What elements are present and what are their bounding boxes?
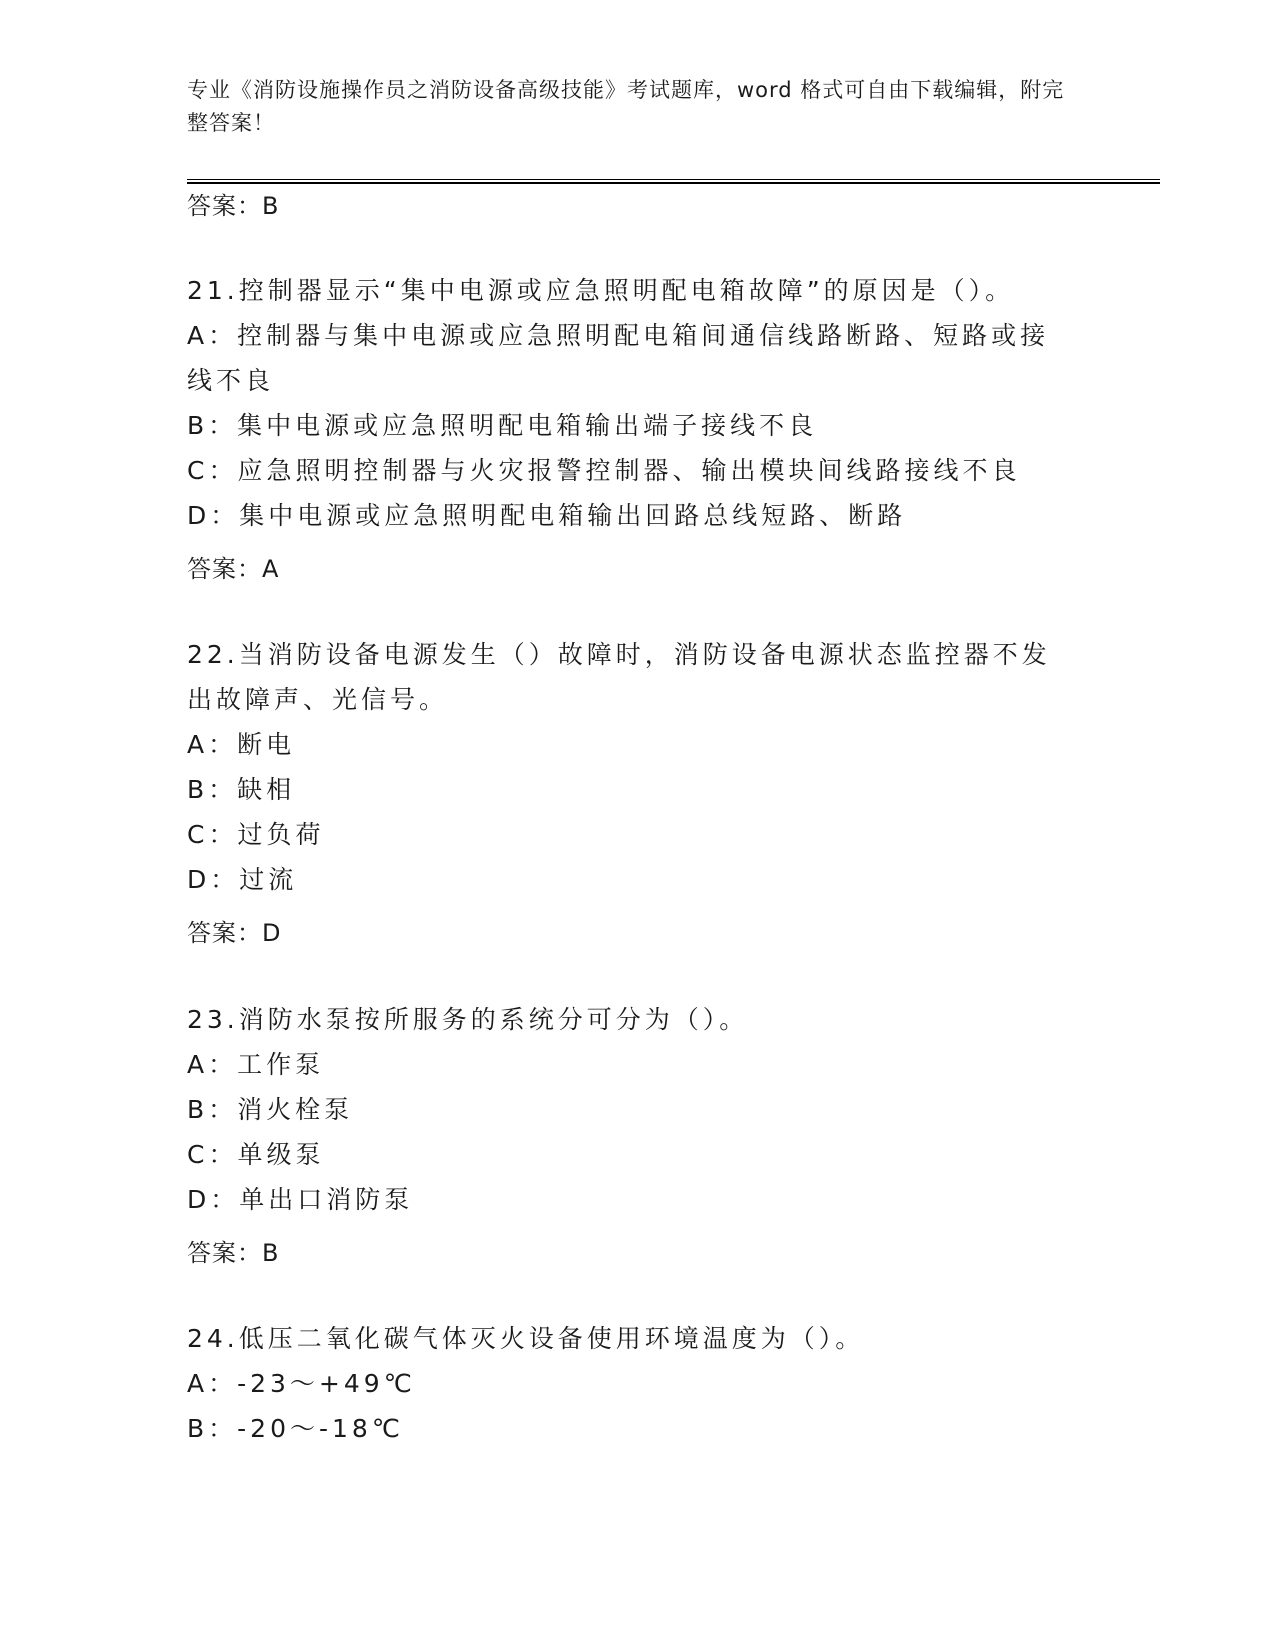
- question-23-option-d: D：单出口消防泵: [187, 1185, 414, 1214]
- question-21-answer: 答案：A: [187, 555, 280, 583]
- document-header: 专业《消防设施操作员之消防设备高级技能》考试题库，word 格式可自由下载编辑，附完整答案！: [187, 78, 1065, 135]
- question-22-title: 22.当消防设备电源发生（）故障时，消防设备电源状态监控器不发出故障声、光信号。: [187, 640, 1051, 714]
- header-divider-thick: [187, 182, 1160, 184]
- question-22-option-a: A：断电: [187, 730, 296, 759]
- question-21-option-c: C：应急照明控制器与火灾报警控制器、输出模块间线路接线不良: [187, 456, 1021, 485]
- question-23-answer: 答案：B: [187, 1239, 280, 1267]
- question-23-option-a: A：工作泵: [187, 1050, 325, 1079]
- question-24-title: 24.低压二氧化碳气体灭火设备使用环境温度为（）。: [187, 1324, 865, 1353]
- question-22-option-b: B：缺相: [187, 775, 296, 804]
- question-22: [187, 632, 1077, 902]
- question-21: [187, 268, 1077, 538]
- question-22-option-c: C：过负荷: [187, 820, 325, 849]
- question-23-option-c: C：单级泵: [187, 1140, 325, 1169]
- header-divider-thin: [187, 179, 1160, 180]
- question-21-title: 21.控制器显示“集中电源或应急照明配电箱故障”的原因是（）。: [187, 276, 1015, 305]
- question-24-option-b: B：-20～-18℃: [187, 1414, 404, 1443]
- question-24-option-a: A：-23～+49℃: [187, 1369, 416, 1398]
- question-21-option-b: B：集中电源或应急照明配电箱输出端子接线不良: [187, 411, 818, 440]
- previous-answer: 答案：B: [187, 192, 280, 220]
- question-23-title: 23.消防水泵按所服务的系统分可分为（）。: [187, 1005, 749, 1034]
- question-23: [187, 997, 1077, 1222]
- question-22-option-d: D：过流: [187, 865, 298, 894]
- question-21-option-a: A：控制器与集中电源或应急照明配电箱间通信线路断路、短路或接线不良: [187, 321, 1050, 395]
- question-24: [187, 1316, 1077, 1451]
- question-22-answer: 答案：D: [187, 919, 282, 947]
- question-23-option-b: B：消火栓泵: [187, 1095, 354, 1124]
- question-21-option-d: D：集中电源或应急照明配电箱输出回路总线短路、断路: [187, 501, 907, 530]
